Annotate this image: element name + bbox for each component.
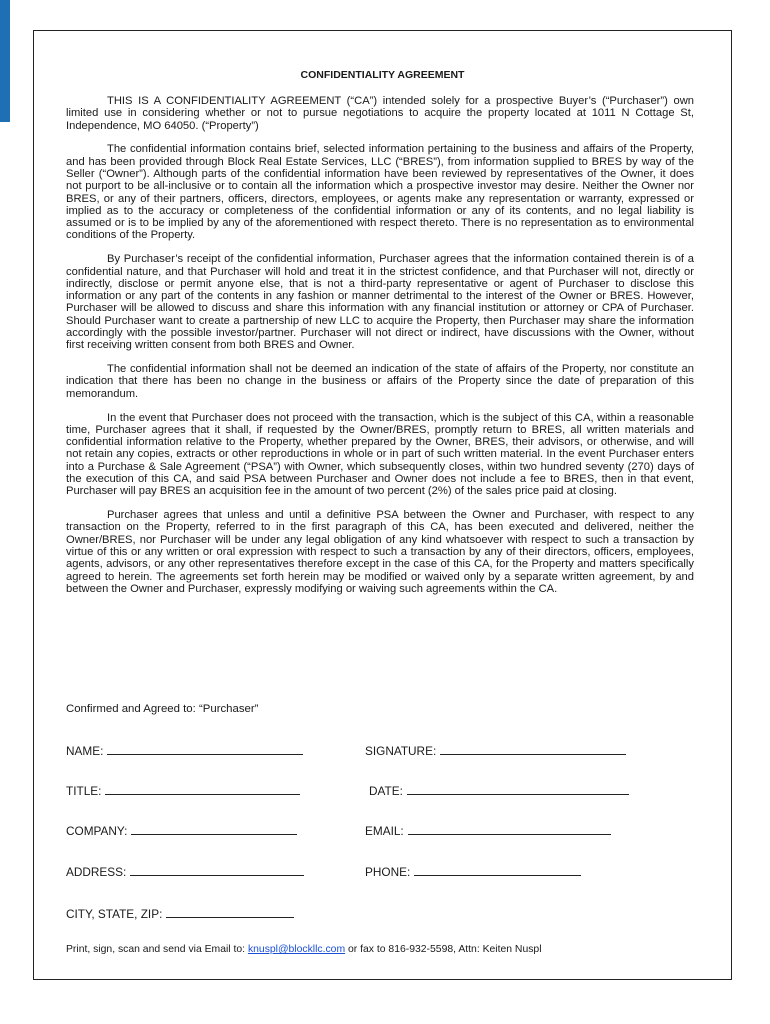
title-label: TITLE: [66,784,102,798]
signature-label: SIGNATURE: [365,744,437,758]
date-field[interactable] [369,783,629,798]
confirmed-agreed-line: Confirmed and Agreed to: “Purchaser” [66,703,259,715]
address-label: ADDRESS: [66,865,127,879]
title-field[interactable] [66,783,300,798]
instructions-suffix: or fax to 816-932-5598, Attn: Keiten Nuspl [345,944,542,955]
company-input-line[interactable] [131,823,297,835]
paragraph-confidential-info: The confidential information contains brief, selected information pertaining to the business and affairs of the Property, and has been provided through Block Real Estate Services, LLC (“BRES”), from information supplied to BRES by way of the Seller (“Owner”). Although parts of the confidential information have been reviewed by representatives of the Owner, it does not purport to be all-inclusive or to contain all the information which a prospective investor may desire. Neither the Owner nor BRES, or any of their partners, officers, directors, employees, or agents make any representation or warranty, expressed or implied as to the accuracy or completeness of the confidential information or any of its contents, and no legal liability is assumed or is to be implied by any of the aforementioned with respect thereto. There is no representation as to environmental conditions of the Property. [66,143,694,242]
company-label: COMPANY: [66,824,128,838]
title-input-line[interactable] [105,783,300,795]
signature-field[interactable] [365,743,626,758]
document-title: CONFIDENTIALITY AGREEMENT [300,69,465,81]
paragraph-definitive-psa: Purchaser agrees that unless and until a definitive PSA between the Owner and Purchaser, with respect to any transaction on the Property, referred to in the first paragraph of this CA, has been executed and delivered, neither the Owner/BRES, nor Purchaser will be under any legal obligation of any kind whatsoever with respect to such a transaction by virtue of this or any written or oral expression with respect to such a transaction by any of their directors, officers, employees, agents, advisors, or any other representatives therefore except in the case of this CA, for the Property and matters specifically agreed to herein. The agreements set forth herein may be modified or waived only by a separate written agreement, by and between the Owner and Purchaser, expressly modifying or waiving such agreements within the CA. [66,509,694,595]
email-link[interactable]: knuspl@blockllc.com [247,944,346,955]
signature-input-line[interactable] [440,743,626,755]
email-label: EMAIL: [365,824,404,838]
document-page [33,30,732,980]
paragraph-no-indication: The confidential information shall not be deemed an indication of the state of affairs of the Property, nor constitute an indication that there has been no change in the business or affairs of the Property since the date of preparation of this memorandum. [66,363,694,400]
city-state-zip-field[interactable] [66,906,294,921]
city-state-zip-label: CITY, STATE, ZIP: [66,907,163,921]
name-field[interactable] [66,743,303,758]
date-label: DATE: [369,784,403,798]
left-accent-tab [0,0,10,122]
address-input-line[interactable] [130,864,304,876]
phone-label: PHONE: [365,865,411,879]
phone-field[interactable] [365,864,581,879]
address-field[interactable] [66,864,304,879]
name-label: NAME: [66,744,104,758]
date-input-line[interactable] [407,783,629,795]
submission-instructions [66,944,542,955]
phone-input-line[interactable] [414,864,581,876]
company-field[interactable] [66,823,297,838]
agreement-body [66,95,694,607]
paragraph-return-materials: In the event that Purchaser does not proceed with the transaction, which is the subject of this CA, within a reasonable time, Purchaser agrees that it shall, if requested by the Owner/BRES, promptly return to BRES, all written materials and confidential information relative to the Property, whether prepared by the Owner, BRES, their advisors, or otherwise, and will not retain any copies, extracts or other reproductions in whole or in part of such written material. In the event Purchaser enters into a Purchase & Sale Agreement (“PSA”) with Owner, which subsequently closes, within two hundred seventy (270) days of the execution of this CA, and said PSA between Purchaser and Owner does not include a fee to BRES, then in that event, Purchaser will pay BRES an acquisition fee in the amount of two percent (2%) of the sales price paid at closing. [66,411,694,498]
email-input-line[interactable] [408,823,611,835]
name-input-line[interactable] [107,743,303,755]
email-field[interactable] [365,823,611,838]
instructions-prefix: Print, sign, scan and send via Email to: [66,944,248,955]
paragraph-purchaser-receipt: By Purchaser’s receipt of the confidential information, Purchaser agrees that the information contained therein is of a confidential nature, and that Purchaser will hold and treat it in the strictest confidence, and that Purchaser will not, directly or indirectly, disclose or permit anyone else, that is not a third-party representative or agent of Purchaser to disclose this information or any part of the contents in any fashion or manner detrimental to the interest of the Owner or BRES. However, Purchaser will be allowed to discuss and share this information with any financial institution or attorney or CPA of Purchaser. Should Purchaser want to create a partnership of new LLC to acquire the Property, then Purchaser may share the information accordingly with the possible investor/partner. Purchaser will not direct or indirect, have discussions with the Owner, without first receiving written consent from both BRES and Owner. [66,253,694,352]
paragraph-intro: THIS IS A CONFIDENTIALITY AGREEMENT (“CA”) intended solely for a prospective Buyer’s (“Purchaser”) own limited use in considering whether or not to pursue negotiations to acquire the property located at 1011 N Cottage St, Independence, MO 64050. (“Property”) [66,95,694,132]
city-state-zip-input-line[interactable] [166,906,294,918]
